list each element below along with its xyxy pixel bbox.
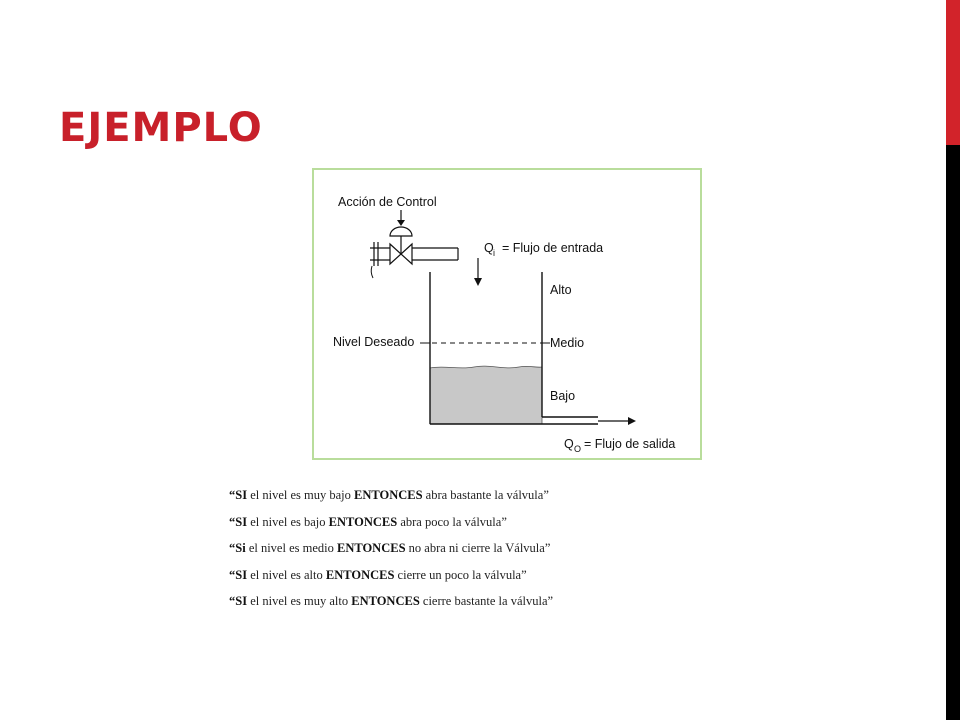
slide-title: EJEMPLO <box>59 105 263 151</box>
inlet-break-mark <box>371 266 373 278</box>
outflow-arrow-head <box>628 417 636 425</box>
rule-item: “Si el nivel es medio ENTONCES no abra ni cierre la Válvula” <box>229 541 551 555</box>
rule-item: “SI el nivel es muy bajo ENTONCES abra bastante la válvula” <box>229 488 549 502</box>
desired-level-label: Nivel Deseado <box>333 335 415 349</box>
valve-actuator-icon <box>390 227 412 236</box>
inflow-arrow-head <box>474 278 482 286</box>
inflow-subscript: i <box>493 248 495 258</box>
valve-body-right <box>401 244 412 264</box>
inflow-label: = Flujo de entrada <box>502 241 604 255</box>
rule-keyword-si: SI <box>235 514 248 529</box>
rule-item: “SI el nivel es alto ENTONCES cierre un poco la válvula” <box>229 567 527 582</box>
level-low-label: Bajo <box>550 389 576 403</box>
rule-keyword-entonces: ENTONCES <box>325 567 395 582</box>
accent-bar-black <box>946 145 960 720</box>
rule-item: “SI el nivel es muy alto ENTONCES cierre bastante la válvula” <box>229 594 554 608</box>
level-high-label: Alto <box>550 283 572 297</box>
control-arrow-head <box>397 220 405 226</box>
rule-keyword-si: Si <box>235 541 246 555</box>
control-action-label: Acción de Control <box>338 195 437 209</box>
outflow-symbol: Q <box>564 437 574 451</box>
rule-keyword-entonces: ENTONCES <box>351 594 420 608</box>
level-medium-label: Medio <box>550 336 585 350</box>
rule-keyword-entonces: ENTONCES <box>328 514 398 529</box>
valve-body-left <box>390 244 401 264</box>
fuzzy-rules-list <box>229 482 553 615</box>
rule-keyword-si: SI <box>235 488 248 502</box>
rule-keyword-si: SI <box>235 567 248 582</box>
outflow-subscript: O <box>574 444 582 454</box>
inflow-symbol: Q <box>484 241 494 255</box>
tank-liquid <box>430 366 542 424</box>
rule-keyword-si: SI <box>235 594 248 608</box>
accent-bar-red <box>946 0 960 145</box>
rule-item: “SI el nivel es bajo ENTONCES abra poco la válvula” <box>229 514 507 529</box>
rule-keyword-entonces: ENTONCES <box>354 488 423 502</box>
outflow-label: = Flujo de salida <box>584 437 676 451</box>
rule-keyword-entonces: ENTONCES <box>336 541 406 555</box>
tank-diagram <box>312 168 702 460</box>
